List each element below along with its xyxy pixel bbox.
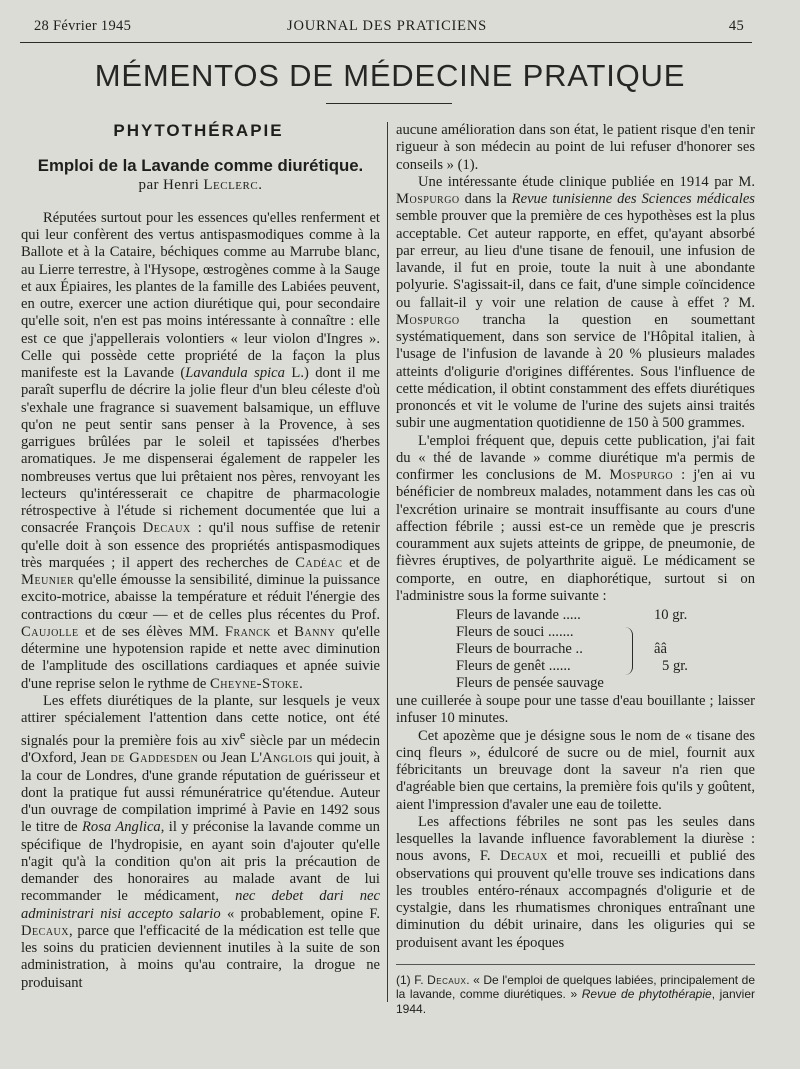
paragraph: Cet apozème que je désigne sous le nom de « tisane des cinq fleurs », édulcoré de sucre ou de miel, fournit aux fébricitants un breuvage dont la saveur n'a rien que d'agréable bien que certains, la première fois qu'ils y goûtent, aient l'impression d'avaler une eau de toilette. [396,727,755,813]
text: . « De l'emploi de quelques labiées, principalement de la lavande, comme diurétiques. » [396,972,755,1002]
text: Les affections fébriles ne sont pas les seules dans lesquelles la lavande influence favorablement la diurèse : nous avons, F. [396,813,755,865]
text: L.) dont il me paraît superflu de décrire la jolie fleur d'un bleu céleste d'où s'exhale une fragrance si suavement balsamique, un effluve qu'on ne peut sentir sans penser à la Provence, à ses garrigues brûlées par le soleil et tapissées d'herbes aromatiques. Je me dispenserai également de rappeler les nombreuses vertus que lui prêtaient nos pères, renvoyant les lecteurs qu'intéresserait ce chapitre de pharmacologie rétrospective à l'étude si richement documentée que lui a consacrée François [21,365,380,537]
journal-title: Revue de phytothérapie [581,987,712,1002]
title-rule [326,103,452,104]
superscript: e [239,728,246,743]
author-ref: Franck [224,623,272,640]
column-divider [387,122,388,1002]
author-ref: Decaux [142,520,191,537]
text: ou Jean L' [198,750,263,767]
paragraph [21,693,380,992]
text: , parce que l'efficacité de la médication est telle que les soins du praticien deviennent inutiles à la suite de son administration, à moins qu'au contraire, la drogue ne produisant [21,922,380,991]
author-ref: Decaux [499,848,548,865]
author-ref: Decaux [21,922,69,939]
journal-name: JOURNAL DES PRATICIENS [287,18,487,34]
recipe-line: Fleurs de bourrache .. [456,641,583,657]
recipe-line: Fleurs de lavande ..... [456,607,581,623]
text: , il y préconise la lavande comme un spécifique de l'hydropisie, en ayant soin d'ajouter qu'elle n'agit qu'à la condition qu'on ait pris la précaution de demander des honoraires au malade avant de lui recommander le médicament, [21,819,380,905]
text: L'emploi fréquent que, depuis cette publication, j'ai fait du « thé de lavande » comme diurétique m'a permis de confirmer les conclusions de M. [396,432,755,483]
right-column [396,122,755,1016]
page-title: MÉMENTOS DE MÉDECINE PRATIQUE [94,58,686,93]
paragraph: aucune amélioration dans son état, le patient risque d'en tenir rigueur à son médecin au point de lui refuser d'honorer ses conseils » (1). [396,122,755,173]
author-name: Leclerc. [203,176,263,193]
left-column [21,122,380,992]
page-number: 45 [728,18,744,34]
text: Réputées surtout pour les essences qu'elles renferment et qui leur confèrent des vertus antispasmodiques comme à la Ballote et à la Cataire, béchiques comme au Marrube blanc, au Lierre terrestre, à l'Hysope, œstrogènes comme à la Sauge et aux Épiaires, les plantes de la famille des Labiées peuvent, en outre, exercer une action diurétique qui, pour secondaire qu'elle soit, n'en est pas moins intéressante à connaître : elle est ce que j'appellerais volontiers « leur violon d'Ingres ». Celle qui possède cette propriété de la façon la plus manifeste est la Lavande ( [21,209,380,381]
author-ref: Decaux [427,972,467,987]
paragraph [396,174,755,433]
paragraph [396,433,755,606]
recipe-formula [396,607,755,693]
text: (1) F. [396,972,428,987]
journal-title: Revue tunisienne des Sciences médicales [511,191,755,207]
recipe-quantity: 10 gr. [654,607,688,623]
brace [624,627,633,675]
text: siècle par un médecin d'Oxford, Jean [21,733,380,767]
text: , janvier 1944. [396,987,755,1016]
footnote-rule [396,964,755,965]
author-ref: Banny [294,623,336,640]
text: et moi, recueilli et publié des observations qui prouvent qu'elle trouve ses indications dans les troubles entéro-rénaux accompagnés d'oligurie et de cystalgie, dans les rhumatismes chroniques entraînant une diminution du débit urinaire, dans les oliguries qui se produisent avant les époques [396,848,755,951]
text: Les effets diurétiques de la plante, sur lesquels je veux attirer spécialement l'attention dans cette notice, ont été signalés pour la première fois au xiv [21,692,380,750]
recipe-line: Fleurs de souci ....... [456,624,574,640]
text: et [271,623,295,640]
author-ref: Meunier [21,572,75,588]
section-heading: PHYTOTHÉRAPIE [113,121,284,140]
byline-prefix: par Henri [138,176,200,193]
text: semble prouver que la première de ces hypothèses est la plus acceptable. Cet auteur rapporte, en effet, qu'ayant absorbé par erreur, au lieu d'une tisane de fenouil, une infusion de lavande, il fut en proie, toute la nuit à une abondante polyurie. S'agissait-il, dans ce fait, d'une simple coïncidence ou fallait-il y voir une relation de cause à effet ? M. [396,208,755,311]
article-title: Emploi de la Lavande comme diurétique. [37,156,364,176]
author-ref: Mospurgo [396,311,460,328]
paragraph [21,210,380,693]
author-ref: Cadéac [295,554,343,571]
author-ref: de Gaddesden [110,750,199,767]
author-ref: Mospurgo [396,191,460,207]
recipe-quantity: 5 gr. [662,658,688,674]
text: qui jouit, à la cour de Londres, d'une grande réputation de guérisseur et dont la pratique fut aussi rémunératrice qu'étendue. Auteur d'un ouvrage de compilation imprimé à Pavie en 1492 sous le titre de [21,750,381,836]
book-title: Rosa Anglica [82,819,161,836]
text: et de ses élèves MM. [78,623,225,640]
latin-quote: nec debet dari nec administrari nisi accepto salario [21,888,380,922]
byline [21,177,380,194]
text: et de [342,554,380,571]
header-rule [20,42,752,43]
author-ref: Mospurgo [609,467,674,483]
recipe-line: Fleurs de pensée sauvage [456,675,604,691]
paragraph: une cuillerée à soupe pour une tasse d'eau bouillante ; laisser infuser 10 minutes. [396,693,755,727]
paragraph [396,814,755,952]
issue-date: 28 Février 1945 [34,18,132,34]
author-ref: Caujolle [21,623,79,640]
footnote [396,973,755,1017]
text: Une intéressante étude clinique publiée en 1914 par M. [418,173,755,190]
author-ref: Anglois [262,750,313,767]
text: qu'elle émousse la sensibilité, diminue la puissance excito-motrice, abaisse la température et réduit l'énergie des contractions du cœur — et de celles plus récentes du Prof. [21,572,380,623]
text: trancha la question en soumettant systématiquement, dans son service de l'Hôpital italien, à l'usage de l'infusion de lavande à 20 % plusieurs malades atteints d'oligurie d'origines différentes. Sous l'influence de cette médication, il obtint constamment des effets diurétiques prononcés et vit le volume de l'urine des sujets ainsi traités subir une augmentation quotidienne de 150 à 500 grammes. [396,311,755,432]
text: qu'elle détermine une hypotension rapide et nette avec diminution de l'amplitude des oscillations cardiaques et apnée suivie d'une reprise selon le rythme de [21,623,380,692]
text: « probablement, opine F. [220,905,381,922]
running-header [22,14,752,40]
text: : qu'il nous suffise de retenir qu'elle doit à son essence des propriétés antispasmodiques très marquées ; il appert des recherches de [21,520,380,571]
latin-name: Lavandula spica [185,365,285,381]
text: dans la [459,191,512,207]
text: : j'en ai vu bénéficier de nombreux malades, notamment dans les cas où l'excrétion urinaire se montrait insuffisante au cours d'une affection fébrile ; aussi est-ce un remède que je prescris couramment aux sujets atteints de grippe, de pneumonie, de fièvres éruptives, de polyarthrite aiguë. Le médicament se comporte, en outre, en diaphorétique, surtout si on l'administre sous la forme suivante : [396,467,756,604]
author-ref: Cheyne-Stoke. [210,675,304,692]
recipe-quantity: ââ [654,641,667,657]
recipe-line: Fleurs de genêt ...... [456,658,571,674]
